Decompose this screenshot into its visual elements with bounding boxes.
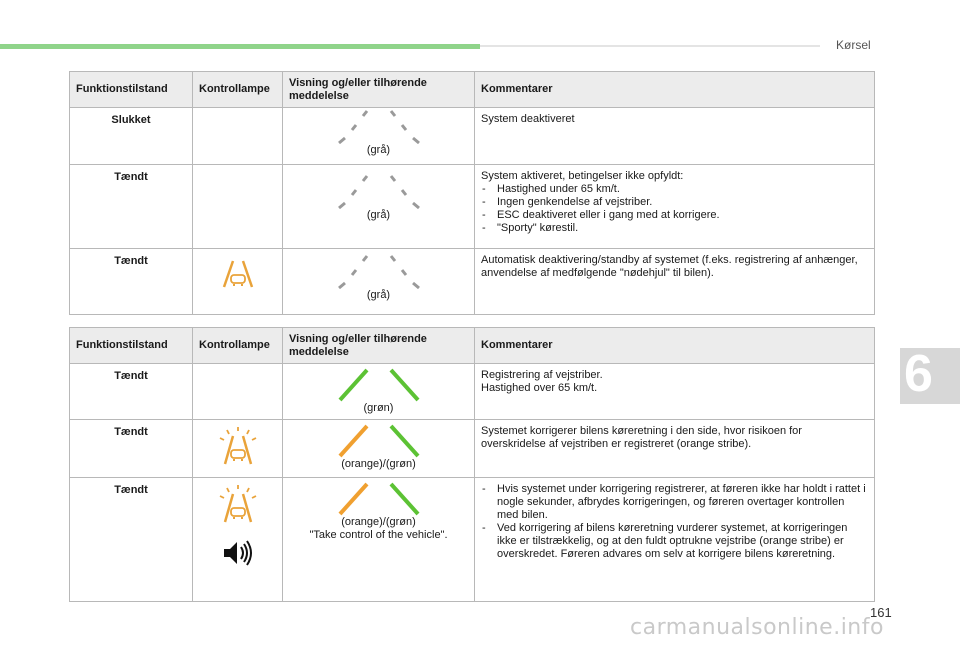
column-header: Funktionstilstand xyxy=(70,328,193,364)
comment-cell: Automatisk deaktivering/standby af systemet (f.eks. registrering af anhænger, anvendelse af medfølgende "nødehjul" til bilen). xyxy=(475,249,875,315)
watermark: carmanualsonline.info xyxy=(630,615,884,640)
state-cell: Slukket xyxy=(70,108,193,165)
lamp-cell xyxy=(193,420,283,478)
display-caption: (orange)/(grøn) xyxy=(341,516,416,528)
display-caption: (grå) xyxy=(366,289,391,301)
chapter-number: 6 xyxy=(904,345,933,403)
column-header: Visning og/eller tilhørende meddelelse xyxy=(283,72,475,108)
table-row xyxy=(70,165,875,249)
display-caption: (grøn) xyxy=(363,402,394,414)
lane-lines-icon xyxy=(334,482,424,516)
column-header: Funktionstilstand xyxy=(70,72,193,108)
table-row xyxy=(70,364,875,420)
lane-lines-icon xyxy=(334,173,424,209)
list-item: - Hvis systemet under korrigering registrerer, at føreren ikke har holdt i rattet i nogle sekunder, afbrydes korrigeringen, og føreren overtager kontrollen med bilen. xyxy=(481,483,868,522)
column-header: Kommentarer xyxy=(475,328,875,364)
comment-cell: Systemet korrigerer bilens køreretning i den side, hvor risikoen for overskridelse af vejstriben er registreret (orange stribe). xyxy=(475,420,875,478)
list-item: - "Sporty" kørestil. xyxy=(481,222,868,235)
display-caption: (orange)/(grøn) xyxy=(341,458,416,470)
list-item: - ESC deaktiveret eller i gang med at korrigere. xyxy=(481,209,868,222)
lane-lines-icon xyxy=(334,253,424,289)
comment-cell xyxy=(475,165,875,249)
lane-warning-lamp-icon xyxy=(218,484,258,524)
lamp-cell xyxy=(193,165,283,249)
state-cell: Tændt xyxy=(70,478,193,602)
lane-warning-lamp-icon xyxy=(218,426,258,466)
state-cell: Tændt xyxy=(70,364,193,420)
list-item: - Hastighed under 65 km/t. xyxy=(481,183,868,196)
lane-lines-icon xyxy=(334,424,424,458)
comment-cell xyxy=(475,364,875,420)
comment-list xyxy=(481,483,868,561)
lane-warning-lamp-icon xyxy=(221,259,255,289)
column-header: Kontrollampe xyxy=(193,72,283,108)
table-row xyxy=(70,420,875,478)
column-header: Kontrollampe xyxy=(193,328,283,364)
display-caption: (grå) xyxy=(366,144,391,156)
table-row xyxy=(70,108,875,165)
lamp-cell xyxy=(193,108,283,165)
header-accent-bar xyxy=(0,44,480,49)
comment-list xyxy=(481,183,868,235)
page-number: 161 xyxy=(870,605,892,620)
display-cell xyxy=(283,108,475,165)
status-table-1 xyxy=(69,71,875,315)
display-cell xyxy=(283,420,475,478)
table-row xyxy=(70,249,875,315)
comment-cell xyxy=(475,478,875,602)
list-item: - Ved korrigering af bilens køreretning vurderer systemet, at korrigeringen ikke er tilstrækkelig, og at den fuldt optrukne vejstribe (orange stribe) er overskredet. Føreren advares om selv at korrigere bilens køreretning. xyxy=(481,522,868,561)
table-header-row xyxy=(70,328,875,364)
lamp-cell xyxy=(193,249,283,315)
lamp-cell xyxy=(193,478,283,602)
column-header: Kommentarer xyxy=(475,72,875,108)
audio-alert-icon xyxy=(221,538,255,568)
lane-lines-icon xyxy=(334,368,424,402)
list-item: - Ingen genkendelse af vejstriber. xyxy=(481,196,868,209)
comment-cell: System deaktiveret xyxy=(475,108,875,165)
display-cell xyxy=(283,249,475,315)
display-caption: (grå) xyxy=(366,209,391,221)
comment-line: Hastighed over 65 km/t. xyxy=(481,382,598,394)
state-cell: Tændt xyxy=(70,420,193,478)
state-cell: Tændt xyxy=(70,249,193,315)
lane-lines-icon xyxy=(334,108,424,144)
status-table-2 xyxy=(69,327,875,602)
lamp-cell xyxy=(193,364,283,420)
display-cell xyxy=(283,364,475,420)
table-row xyxy=(70,478,875,602)
table-header-row xyxy=(70,72,875,108)
column-header: Visning og/eller tilhørende meddelelse xyxy=(283,328,475,364)
display-cell xyxy=(283,478,475,602)
display-message: "Take control of the vehicle". xyxy=(309,529,448,541)
comment-intro: System aktiveret, betingelser ikke opfyldt: xyxy=(481,170,684,182)
display-cell xyxy=(283,165,475,249)
comment-line: Registrering af vejstriber. xyxy=(481,369,603,381)
section-title: Kørsel xyxy=(836,38,871,52)
header-rule xyxy=(480,45,820,47)
state-cell: Tændt xyxy=(70,165,193,249)
